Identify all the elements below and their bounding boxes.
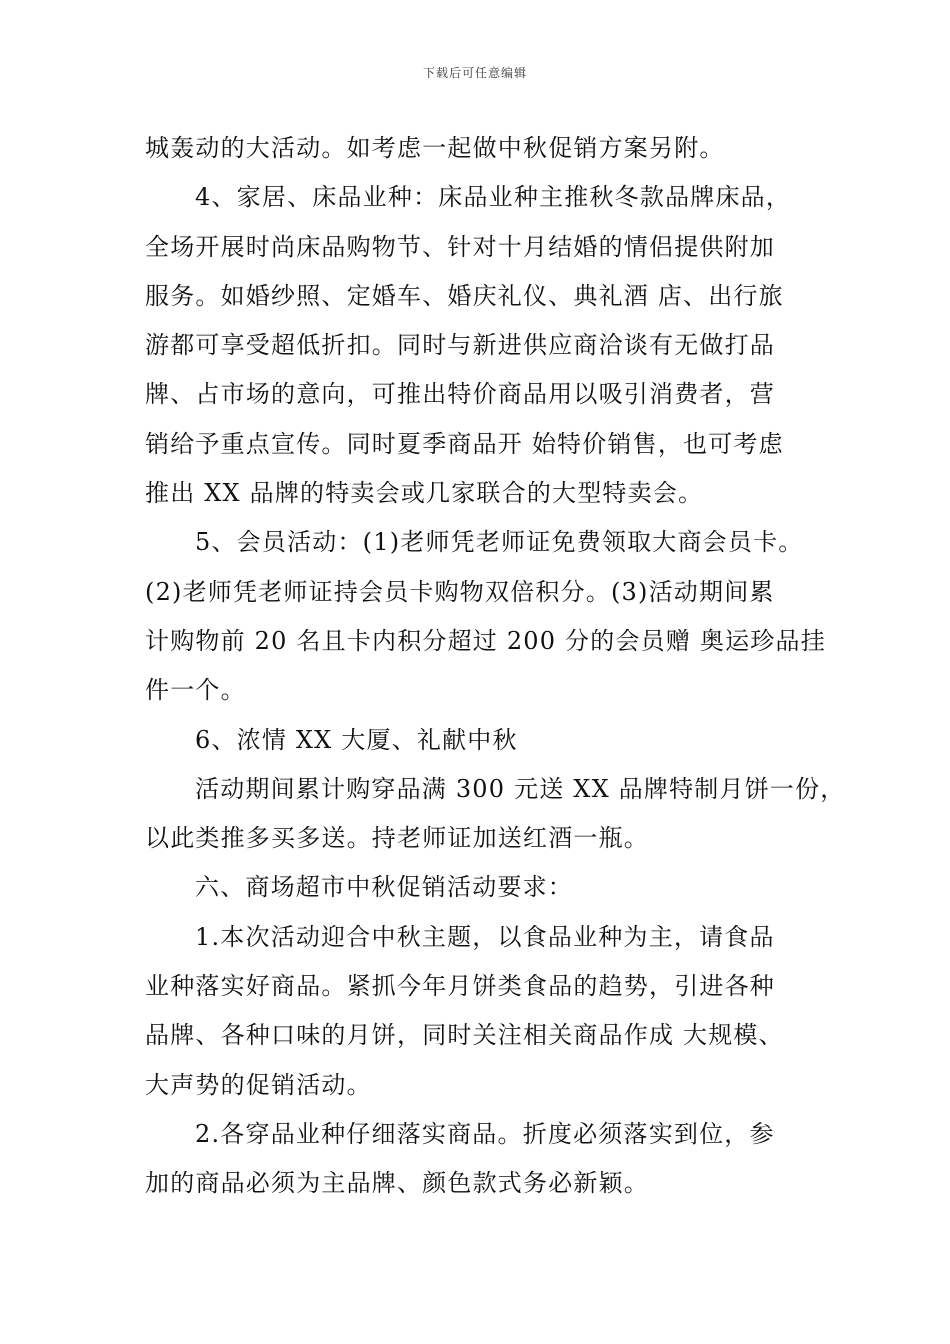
- text-line: 加的商品必须为主品牌、颜色款式务必新颖。: [145, 1169, 649, 1198]
- text-line: 6、浓情 XX 大厦、礼献中秋: [195, 725, 518, 754]
- text-line: 大声势的促销活动。: [145, 1070, 372, 1099]
- text-line: 计购物前 20 名且卡内积分超过 200 分的会员赠 奥运珍品挂: [145, 626, 826, 655]
- text-line: 以此类推多买多送。持老师证加送红酒一瓶。: [145, 824, 649, 853]
- text-line: 活动期间累计购穿品满 300 元送 XX 品牌特制月饼一份，: [195, 774, 846, 803]
- text-line: 六、商场超市中秋促销活动要求：: [195, 873, 573, 902]
- text-line: 销给予重点宣传。同时夏季商品开 始特价销售，也可考虑: [145, 429, 784, 458]
- text-line: 件一个。: [145, 676, 246, 705]
- page-header-note: 下载后可任意编辑: [422, 66, 527, 80]
- text-line: 服务。如婚纱照、定婚车、婚庆礼仪、典礼酒 店、出行旅: [145, 281, 784, 310]
- text-line: 品牌、各种口味的月饼，同时关注相关商品作成 大规模、: [145, 1021, 784, 1050]
- text-line: 推出 XX 品牌的特卖会或几家联合的大型特卖会。: [145, 479, 704, 508]
- text-line: 业种落实好商品。紧抓今年月饼类食品的趋势，引进各种: [145, 972, 775, 1001]
- text-line: 全场开展时尚床品购物节、针对十月结婚的情侣提供附加: [145, 232, 775, 261]
- text-line: 游都可享受超低折扣。同时与新进供应商洽谈有无做打品: [145, 331, 775, 360]
- text-line: 2.各穿品业种仔细落实商品。折度必须落实到位，参: [195, 1119, 775, 1148]
- text-line: 城轰动的大活动。如考虑一起做中秋促销方案另附。: [145, 134, 725, 162]
- text-line: 4、家居、床品业种：床品业种主推秋冬款品牌床品，: [195, 183, 792, 212]
- text-line: (2)老师凭老师证持会员卡购物双倍积分。(3)活动期间累: [145, 577, 775, 606]
- text-line: 1.本次活动迎合中秋主题，以食品业种为主，请食品: [195, 922, 775, 951]
- text-line: 5、会员活动：(1)老师凭老师证免费领取大商会员卡。: [195, 528, 804, 557]
- document-body: [145, 124, 846, 1209]
- text-line: 牌、占市场的意向，可推出特价商品用以吸引消费者，营: [145, 380, 775, 409]
